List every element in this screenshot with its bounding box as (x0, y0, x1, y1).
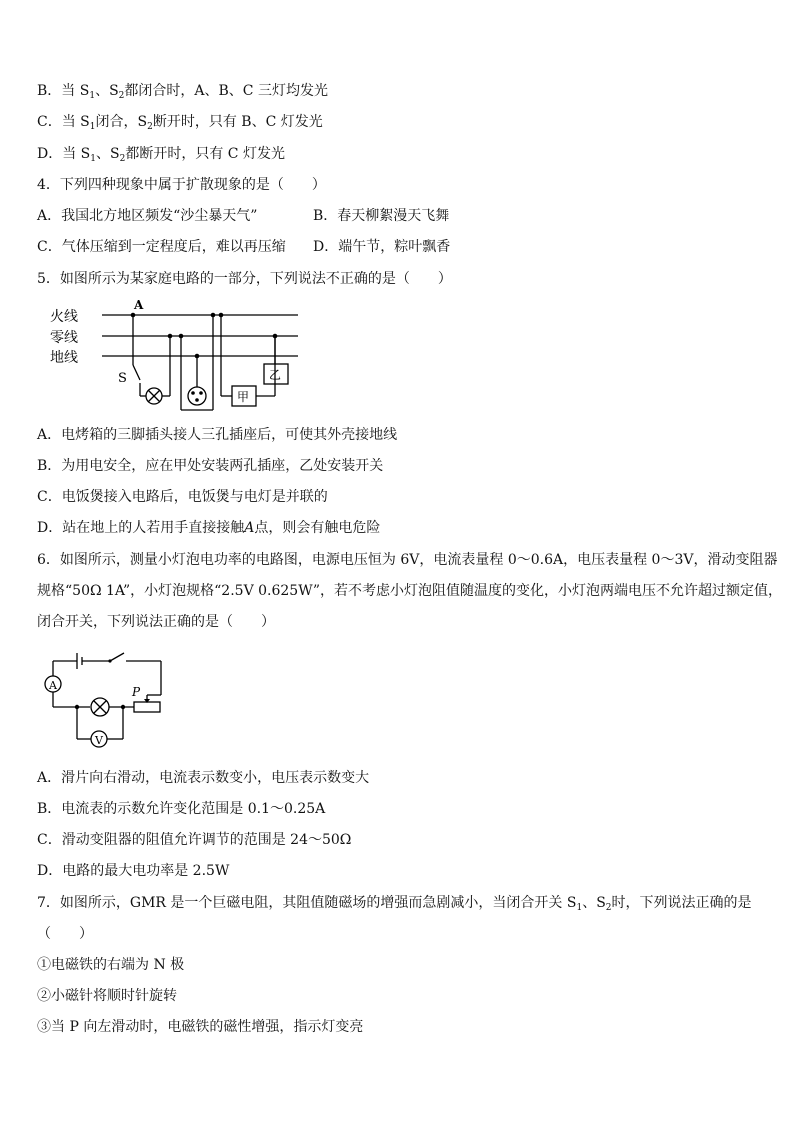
q4-option-a: A．我国北方地区频发“沙尘暴天气” (37, 208, 258, 224)
ammeter-label: A (49, 679, 57, 692)
q5-option-d: D．站在地上的人若用手直接接触A点，则会有触电危险 (37, 520, 381, 536)
q6-option-b: B．电流表的示数允许变化范围是 0.1～0.25A (37, 801, 326, 817)
power-measurement-circuit-diagram (40, 645, 170, 753)
q5-option-a: A．电烤箱的三脚插头接人三孔插座后，可使其外壳接地线 (37, 427, 398, 443)
q7-statement-3: ③当 P 向左滑动时，电磁铁的磁性增强，指示灯变亮 (37, 1019, 364, 1035)
q7-statement-1: ①电磁铁的右端为 N 极 (37, 957, 185, 973)
q3-option-d: D．当 $S_1$、$S_2$都断开时，只有 C 灯发光 (37, 146, 285, 164)
q6-option-d: D．电路的最大电功率是 2.5W (37, 863, 230, 879)
voltmeter-label: V (95, 734, 103, 747)
slider-p-label: P (132, 685, 141, 699)
q6-stem-line-2: 规格“50Ω 1A”，小灯泡规格“2.5V 0.625W”，若不考虑小灯泡阻值随温度的变化，小灯泡两端电压不允许超过额定值， (37, 583, 783, 599)
ground-wire-label: 地线 (50, 350, 78, 366)
q7-stem: 7．如图所示，GMR 是一个巨磁电阻，其阻值随磁场的增强而急剧减小，当闭合开关 $S_1$、$S_2$时，下列说法正确的是 (37, 895, 752, 913)
live-wire-label: 火线 (50, 309, 78, 325)
q5-stem: 5．如图所示为某家庭电路的一部分，下列说法不正确的是（ ） (37, 271, 452, 287)
q5-option-b: B．为用电安全，应在甲处安装两孔插座，乙处安装开关 (37, 458, 384, 474)
q6-option-c: C．滑动变阻器的阻值允许调节的范围是 24～50Ω (37, 832, 352, 848)
household-circuit-diagram (40, 292, 310, 414)
q3-option-b: B．当 $S_1$、$S_2$都闭合时，A、B、C 三灯均发光 (37, 83, 328, 101)
q6-option-a: A．滑片向右滑动，电流表示数变小，电压表示数变大 (37, 770, 370, 786)
q6-stem-line-3: 闭合开关，下列说法正确的是（ ） (37, 614, 275, 630)
q5-option-c: C．电饭煲接入电路后，电饭煲与电灯是并联的 (37, 489, 328, 505)
box-yi-label: 乙 (269, 368, 282, 382)
neutral-wire-label: 零线 (50, 330, 78, 346)
q4-option-c: C．气体压缩到一定程度后，难以再压缩 (37, 239, 286, 255)
switch-s-label: S (118, 371, 127, 386)
q3-option-c: C．当 $S_1$闭合，$S_2$断开时，只有 B、C 灯发光 (37, 114, 323, 132)
q4-option-d: D．端午节，粽叶飘香 (313, 239, 451, 255)
q4-stem: 4．下列四种现象中属于扩散现象的是（ ） (37, 177, 326, 193)
q6-stem-line-1: 6．如图所示，测量小灯泡电功率的电路图，电源电压恒为 6V，电流表量程 0～0.6A，电压表量程 0～3V，滑动变阻器 (37, 552, 778, 568)
q7-statement-2: ②小磁针将顺时针旋转 (37, 988, 177, 1004)
point-a-label: A (134, 298, 144, 312)
box-jia-label: 甲 (237, 390, 250, 404)
q4-option-b: B．春天柳絮漫天飞舞 (313, 208, 450, 224)
q7-answer-paren: （ ） (37, 926, 93, 942)
